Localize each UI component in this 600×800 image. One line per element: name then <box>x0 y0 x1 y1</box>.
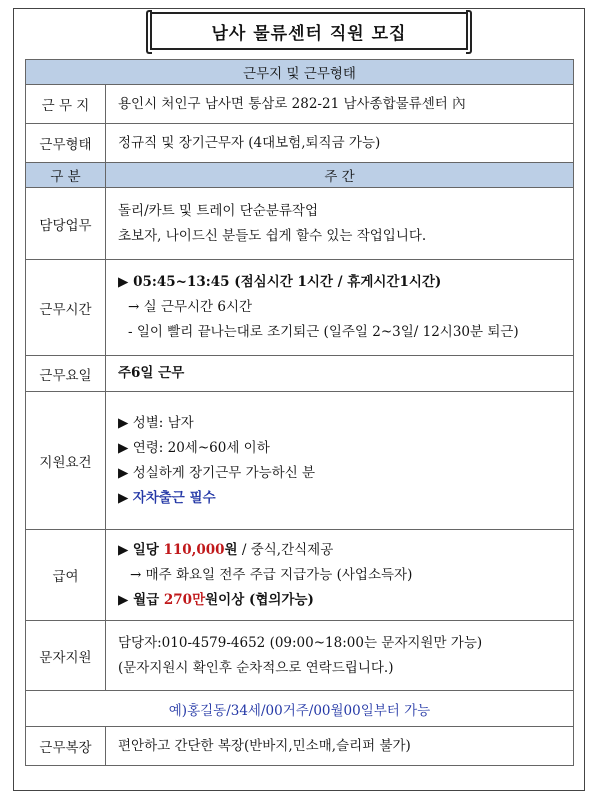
contact-label: 문자지원 <box>26 621 106 691</box>
duty-line: 돌리/카트 및 트레이 단순분류작업 <box>118 202 318 219</box>
duty-row <box>26 188 574 260</box>
hours-row <box>26 260 574 356</box>
dress-label: 근무복장 <box>26 727 106 766</box>
requirement-item: ▶ 성별: 남자 <box>118 414 194 431</box>
contact-note: (문자지원시 확인후 순차적으로 연락드립니다.) <box>118 659 394 676</box>
requirement-item: ▶ 성실하게 장기근무 가능하신 분 <box>118 464 316 481</box>
duty-label: 담당업무 <box>26 188 106 260</box>
duty-line: 초보자, 나이드신 분들도 쉽게 할수 있는 작업입니다. <box>118 227 427 244</box>
page-title: 남사 물류센터 직원 모집 <box>150 12 468 50</box>
bullet-icon: ▶ <box>118 591 129 608</box>
work-type-row <box>26 124 574 163</box>
salary-monthly: ▶ 월급 270만원이상 (협의가능) <box>118 591 314 608</box>
daily-amount: 110,000 <box>163 541 225 558</box>
dress-row <box>26 727 574 766</box>
days-label: 근무요일 <box>26 356 106 392</box>
requirements-row <box>26 392 574 530</box>
bullet-icon: ▶ <box>118 439 129 456</box>
hours-actual: → 실 근무시간 6시간 <box>128 299 253 315</box>
work-type-value: 정규직 및 장기근무자 (4대보험,퇴직금 가능) <box>106 124 574 163</box>
hours-label: 근무시간 <box>26 260 106 356</box>
application-example: 예)홍길동/34세/00거주/00월00일부터 가능 <box>26 691 574 727</box>
contact-row <box>26 621 574 691</box>
section-header: 근무지 및 근무형태 <box>26 60 574 85</box>
contact-content <box>106 621 574 691</box>
requirements-label: 지원요건 <box>26 392 106 530</box>
hours-time: 05:45~13:45 (점심시간 1시간 / 휴게시간1시간) <box>133 274 442 290</box>
requirement-item: ▶ 연령: 20세~60세 이하 <box>118 439 270 456</box>
monthly-amount: 270만 <box>163 591 206 608</box>
bullet-icon: ▶ <box>118 541 129 558</box>
work-type-label: 근무형태 <box>26 124 106 163</box>
salary-label: 급여 <box>26 530 106 621</box>
salary-payment-note: → 매주 화요일 전주 주급 지급가능 (사업소득자) <box>130 566 413 583</box>
bullet-icon: ▶ <box>118 274 129 290</box>
dress-value: 편안하고 간단한 복장(반바지,민소매,슬리퍼 불가) <box>106 727 574 766</box>
salary-daily: ▶ 일당 110,000원 / 중식,간식제공 <box>118 541 334 558</box>
contact-phone: 담당자:010-4579-4652 (09:00~18:00는 문자지원만 가능) <box>118 634 483 651</box>
duty-content <box>106 188 574 260</box>
recruitment-table <box>25 59 574 766</box>
location-row <box>26 85 574 124</box>
hours-early-leave: - 일이 빨리 끝나는대로 조기퇴근 (일주일 2~3일/ 12시30분 퇴근) <box>128 324 519 340</box>
days-row <box>26 356 574 392</box>
hours-content <box>106 260 574 356</box>
location-label: 근 무 지 <box>26 85 106 124</box>
requirement-item-highlight: ▶ 자차출근 필수 <box>118 489 216 506</box>
salary-row <box>26 530 574 621</box>
category-header: 구 분 <box>26 163 106 188</box>
salary-content <box>106 530 574 621</box>
location-value: 용인시 처인구 남사면 통삼로 282-21 남사종합물류센터 內 <box>106 85 574 124</box>
table-header-row <box>26 163 574 188</box>
bullet-icon: ▶ <box>118 414 129 431</box>
example-row <box>26 691 574 727</box>
hours-main <box>118 270 573 295</box>
section-header-row <box>26 60 574 85</box>
bullet-icon: ▶ <box>118 489 129 506</box>
day-shift-header: 주 간 <box>106 163 574 188</box>
requirements-content <box>106 392 574 530</box>
bullet-icon: ▶ <box>118 464 129 481</box>
days-value: 주6일 근무 <box>106 356 574 392</box>
